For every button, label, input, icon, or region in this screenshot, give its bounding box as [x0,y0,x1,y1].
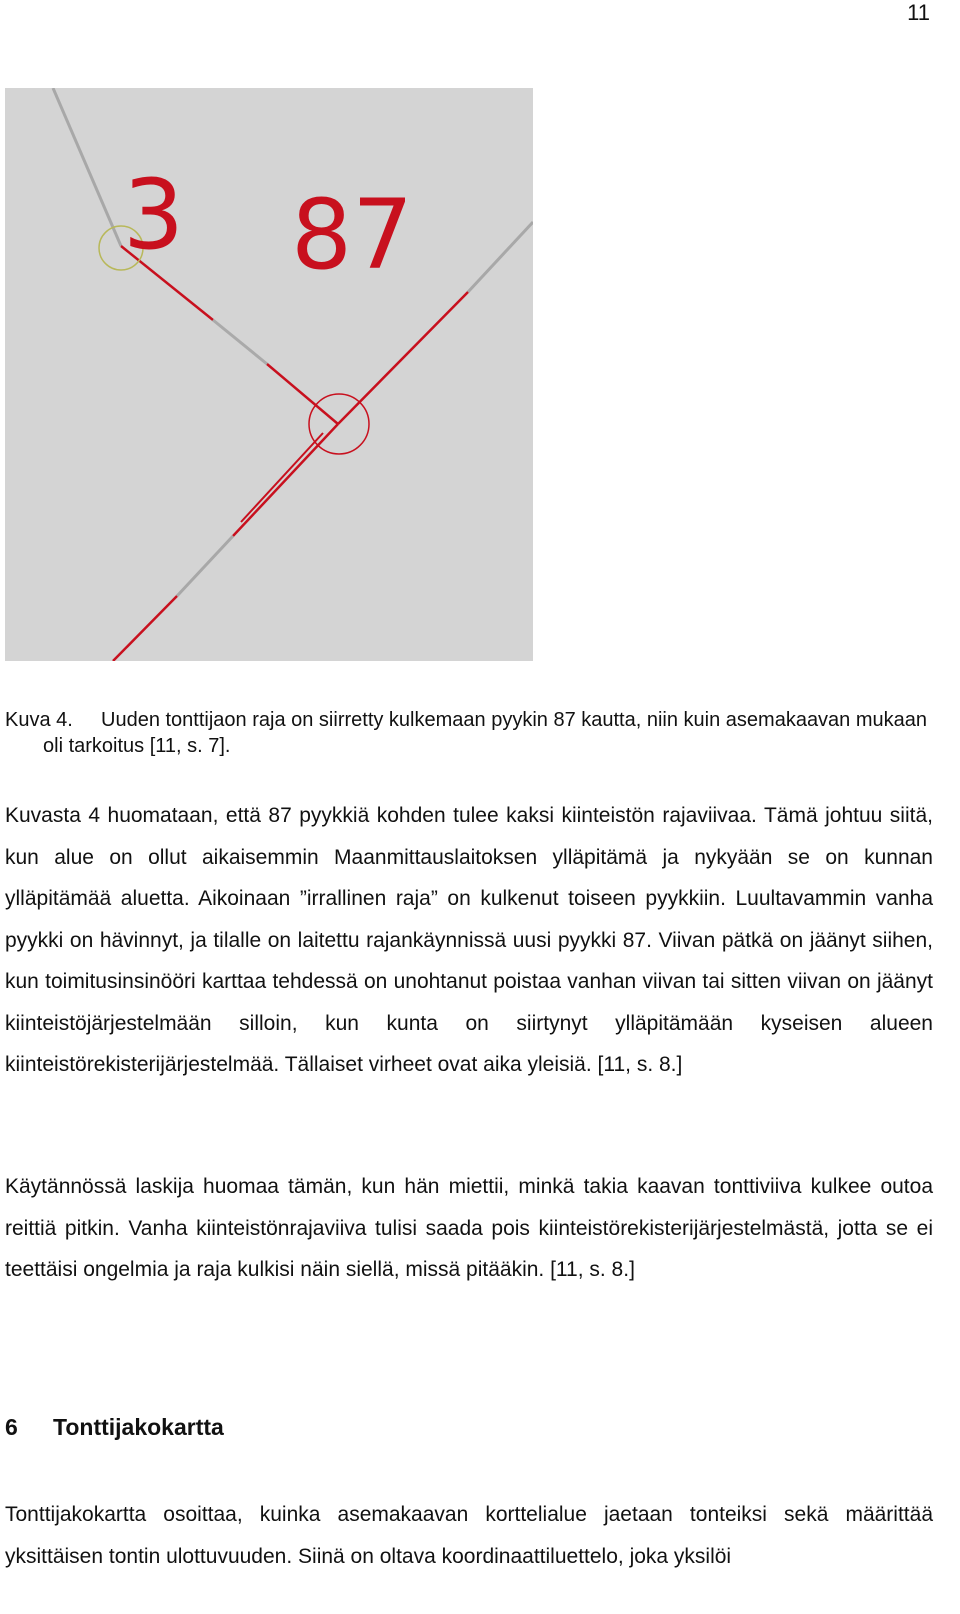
page-number: 11 [907,0,930,25]
section-number: 6 [5,1414,18,1440]
label-3: 3 [123,159,185,271]
figure-caption [5,707,933,759]
paragraph-3: Tonttijakokartta osoittaa, kuinka asemakaavan korttelialue jaetaan tonteiksi sekä määrittää yksittäisen tontin ulottuvuuden. Siinä on oltava koordinaattiluettelo, joka yksilöi [5,1503,933,1568]
caption-label: Kuva 4. [5,709,73,731]
label-87: 87 [291,179,414,291]
paragraph-2: Käytännössä laskija huomaa tämän, kun hän miettii, minkä takia kaavan tonttiviiva kulkee outoa reittiä pitkin. Vanha kiinteistönrajaviiva tulisi saada pois kiinteistörekisterijärjestelmästä, jotta se ei teettäisi ongelmia ja raja kulkisi näin siellä, missä pitääkin. [11, s. 8.] [5,1175,933,1281]
caption-text: Uuden tonttijaon raja on siirretty kulkemaan pyykin 87 kautta, niin kuin asemakaavan mukaan oli tarkoitus [11, s. 7]. [43,709,928,757]
map-background [5,88,533,661]
section-heading [5,1414,224,1441]
map-figure [5,88,533,661]
boundary-map [5,88,533,661]
section-title: Tonttijakokartta [53,1414,224,1440]
paragraph-1: Kuvasta 4 huomataan, että 87 pyykkiä kohden tulee kaksi kiinteistön rajaviivaa. Tämä johtuu siitä, kun alue on ollut aikaisemmin Maanmittauslaitoksen ylläpitämä ja nykyään se on kunnan ylläpitämää aluetta. Aikoinaan ”irrallinen raja” on kulkenut toiseen pyykkiin. Luultavammin vanha pyykki on hävinnyt, ja tilalle on laitettu rajankäynnissä uusi pyykki 87. Viivan pätkä on jäänyt siihen, kun toimitusinsinööri karttaa tehdessä on unohtanut poistaa vanhan viivan tai sitten viivan on jäänyt kiinteistöjärjestelmään silloin, kun kunta on siirtynyt ylläpitämään kyseisen alueen kiinteistörekisterijärjestelmää. Tällaiset virheet ovat aika yleisiä. [11, s. 8.] [5,804,933,1076]
